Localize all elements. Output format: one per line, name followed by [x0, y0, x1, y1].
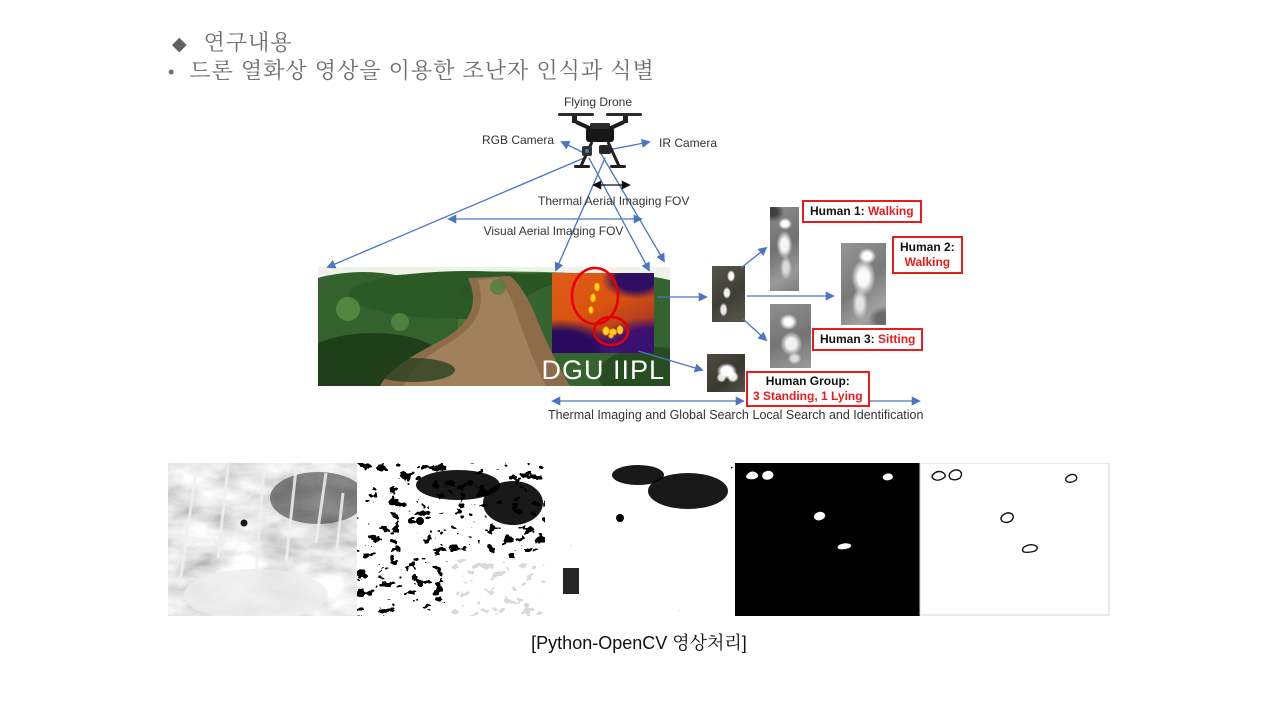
annotation-human3-prefix: Human 3:	[820, 332, 875, 346]
annotation-human3-state: Sitting	[878, 332, 916, 346]
global-search-crop-2	[707, 354, 745, 392]
human1-thermal-crop	[770, 207, 799, 291]
annotation-human-group	[746, 371, 870, 407]
annotation-human1-prefix: Human 1:	[810, 204, 865, 218]
pipeline-image-blobs	[735, 463, 920, 616]
drone-icon	[558, 113, 642, 168]
ir-camera-label: IR Camera	[659, 136, 718, 150]
opencv-pipeline-strip	[168, 463, 1110, 616]
dot-bullet-icon: •	[168, 62, 176, 82]
watermark: DGU IIPL	[541, 355, 665, 385]
pipeline-caption: [Python-OpenCV 영상처리]	[531, 633, 747, 653]
annotation-human2	[892, 236, 963, 274]
annotation-human1	[802, 200, 922, 223]
thermal-overlay	[552, 273, 654, 353]
aerial-photo	[318, 267, 670, 386]
rgb-camera-label: RGB Camera	[482, 133, 555, 147]
human2-thermal-crop	[841, 243, 886, 325]
global-search-crop-1	[712, 266, 745, 322]
slide-subtitle	[168, 54, 655, 85]
slide-title-text: 연구내용	[203, 30, 293, 55]
annotation-human2-prefix: Human 2:	[900, 240, 955, 254]
diamond-bullet-icon: ◆	[172, 34, 188, 55]
pipeline-image-binary1	[357, 463, 545, 616]
annotation-human3	[812, 328, 923, 351]
visual-fov-label: Visual Aerial Imaging FOV	[483, 224, 624, 238]
flying-drone-label: Flying Drone	[563, 95, 633, 109]
annotation-group-state: 3 Standing, 1 Lying	[753, 389, 863, 403]
slide-subtitle-text: 드론 열화상 영상을 이용한 조난자 인식과 식별	[189, 58, 655, 83]
human3-thermal-crop	[770, 304, 811, 368]
local-search-label: Local Search and Identification	[752, 408, 924, 422]
pipeline-image-grayscale	[168, 463, 366, 616]
pipeline-image-binary2	[545, 463, 735, 616]
annotation-human2-state: Walking	[904, 255, 951, 269]
annotation-human1-state: Walking	[868, 204, 914, 218]
thermal-fov-label: Thermal Aerial Imaging FOV	[538, 194, 690, 208]
global-search-label: Thermal Imaging and Global Search	[548, 408, 749, 422]
pipeline-image-contours	[920, 463, 1109, 615]
slide-title	[172, 26, 293, 57]
annotation-group-prefix: Human Group:	[765, 374, 850, 388]
